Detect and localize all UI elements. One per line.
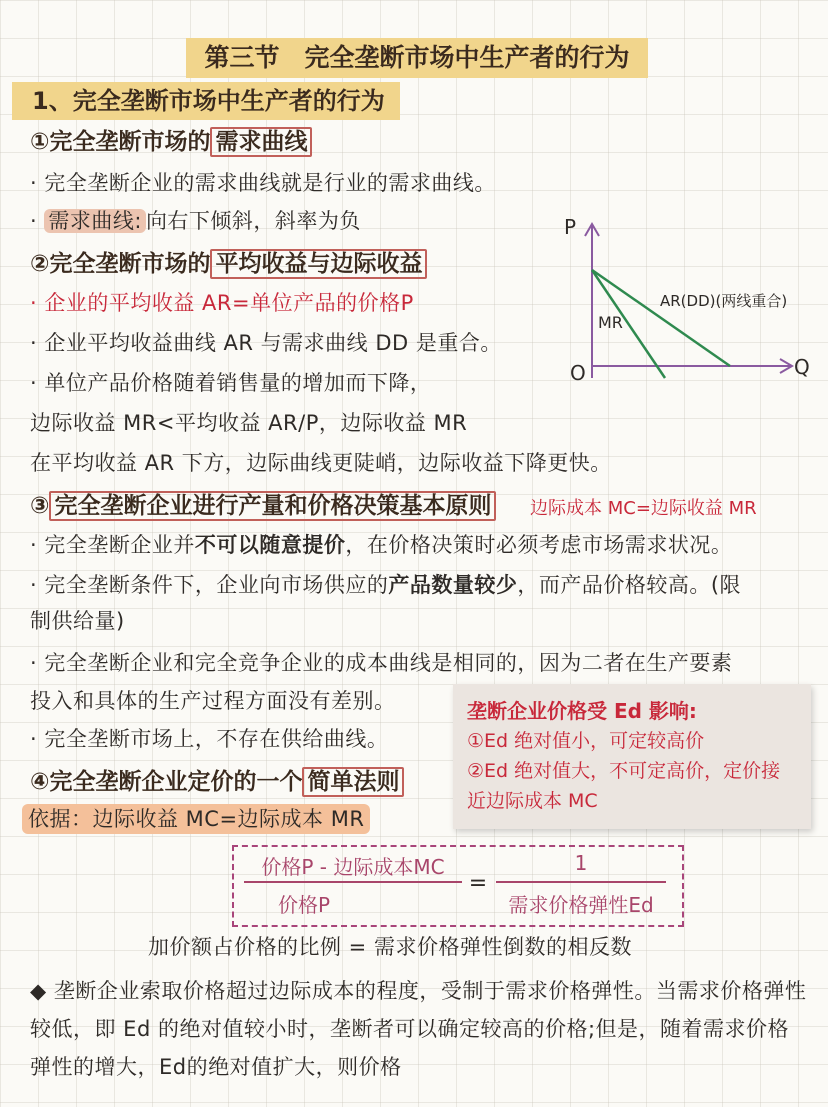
text-line: · 完全垄断企业并不可以随意提价，在价格决策时必须考虑市场需求状况。 — [30, 533, 733, 557]
text-line: · 完全垄断企业的需求曲线就是行业的需求曲线。 — [30, 171, 496, 195]
q-label: Q — [794, 355, 810, 379]
p-label: P — [564, 215, 577, 239]
text-line: · 单位产品价格随着销售量的增加而下降， — [30, 371, 432, 395]
numerator-left: 价格P - 边际成本MC — [261, 855, 445, 879]
principle-note: 边际成本 MC=边际收益 MR — [530, 498, 757, 519]
denominator-left: 价格P — [277, 893, 331, 917]
ar-label: AR(DD)(两线重合) — [660, 292, 788, 310]
o-label: O — [570, 361, 586, 385]
text-line: · 企业平均收益曲线 AR 与需求曲线 DD 是重合。 — [30, 331, 502, 355]
text-line: · 完全垄断企业和完全竞争企业的成本曲线是相同的，因为二者在生产要素 — [30, 651, 733, 675]
fraction-bar — [496, 881, 666, 883]
formula-caption: 加价额占价格的比例 = 需求价格弹性倒数的相反数 — [148, 935, 632, 959]
text-line: 投入和具体的生产过程方面没有差别。 — [30, 689, 396, 713]
boxed-term: 简单法则 — [302, 767, 404, 797]
conclusion-paragraph: ◆ 垄断企业索取价格超过边际成本的程度，受制于需求价格弹性。当需求价格弹性较低，即 Ed 的绝对值较小时，垄断者可以确定较高的价格;但是，随着需求价格弹性的增大，Ed的绝对值扩大，则价格 — [30, 979, 807, 1079]
boxed-term: 平均收益与边际收益 — [210, 249, 427, 279]
text-line: 边际收益 MR<平均收益 AR/P，边际收益 MR — [30, 411, 468, 435]
heading-revenue: ②完全垄断市场的 平均收益与边际收益 — [30, 248, 427, 280]
text-line: · 完全垄断市场上，不存在供给曲线。 — [30, 727, 389, 751]
denominator-right: 需求价格弹性Ed — [508, 893, 654, 917]
numerator-right: 1 — [574, 851, 588, 875]
heading-decision-principle: ③ 完全垄断企业进行产量和价格决策基本原则 — [30, 490, 496, 522]
mr-label: MR — [598, 313, 623, 332]
equals-sign: = — [468, 871, 488, 896]
ed-note-card — [453, 684, 811, 829]
text-line: · 需求曲线: 向右下倾斜，斜率为负 — [30, 209, 361, 233]
heading-demand-curve: ①完全垄断市场的 需求曲线 — [30, 126, 312, 158]
note-line: 近边际成本 MC — [467, 790, 598, 812]
note-line: ①Ed 绝对值小，可定较高价 — [467, 730, 705, 752]
boxed-term: 需求曲线 — [210, 127, 312, 157]
text-line: · 完全垄断条件下，企业向市场供应的产品数量较少，而产品价格较高。(限 — [30, 573, 742, 597]
page-title: 第三节 完全垄断市场中生产者的行为 — [186, 38, 648, 78]
ar-mr-graph — [540, 210, 810, 400]
text-line-red: · 企业的平均收益 AR=单位产品的价格P — [30, 291, 414, 315]
heading-pricing-rule: ④完全垄断企业定价的一个 简单法则 — [30, 766, 404, 798]
note-heading: 垄断企业价格受 Ed 影响: — [467, 699, 697, 723]
pricing-formula — [232, 845, 684, 927]
fraction-bar — [244, 881, 462, 883]
boxed-term: 完全垄断企业进行产量和价格决策基本原则 — [49, 491, 496, 521]
text-line: 在平均收益 AR 下方，边际曲线更陡峭，边际收益下降更快。 — [30, 451, 612, 475]
section-heading: 1、完全垄断市场中生产者的行为 — [12, 82, 400, 120]
highlight: 需求曲线: — [44, 209, 146, 233]
text-line: 制供给量) — [30, 609, 125, 633]
basis-highlight: 依据：边际收益 MC=边际成本 MR — [22, 804, 370, 834]
note-line: ②Ed 绝对值大，不可定高价，定价接 — [467, 760, 781, 782]
